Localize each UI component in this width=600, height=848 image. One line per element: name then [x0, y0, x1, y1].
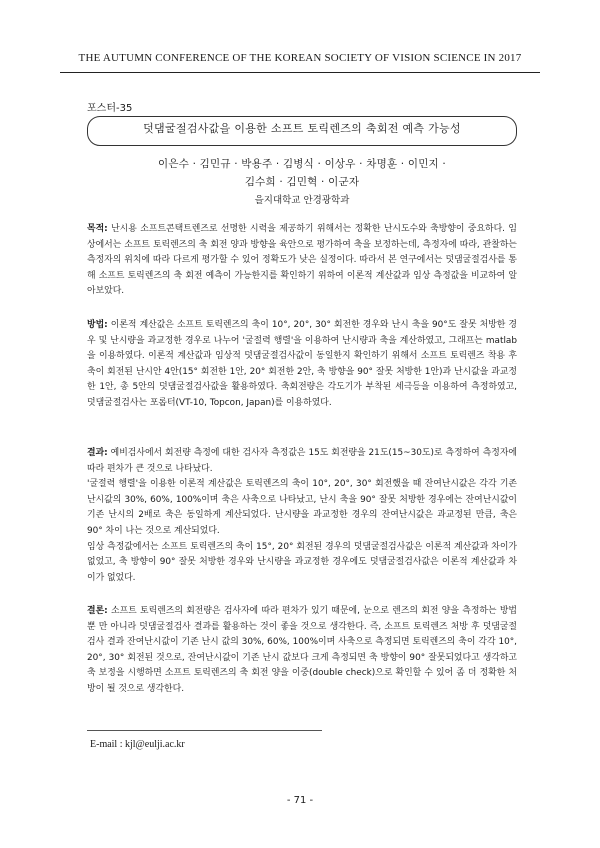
method-label: 방법: — [87, 320, 108, 330]
result-text-3: 임상 측정값에서는 소프트 토릭렌즈의 축이 15°, 20° 회전된 경우의 덧댐굴절검사값은 이론적 계산값과 차이가 없었고, 축 방향이 90° 잘못 처방한 경우와 난시량을 과교정한 경우에도 덧댐굴절검사값은 이론적 계산값과 차이가 없었다. — [87, 541, 517, 583]
paper-title: 덧댐굴절검사값을 이용한 소프트 토릭렌즈의 축회전 예측 가능성 — [143, 122, 461, 135]
affiliation: 을지대학교 안경광학과 — [254, 195, 350, 206]
conclusion-section — [87, 604, 517, 698]
conference-header: THE AUTUMN CONFERENCE OF THE KOREAN SOCIETY OF VISION SCIENCE IN 2017 — [78, 52, 522, 64]
method-section — [87, 318, 517, 412]
result-text-1: 예비검사에서 회전량 측정에 대한 검사자 측정값은 15도 회전량을 21도(15~30도)로 측정하여 측정자에 따라 편차가 큰 것으로 나타났다. — [87, 448, 517, 474]
conclusion-text: 소프트 토릭렌즈의 회전량은 검사자에 따라 편차가 있기 때문에, 눈으로 렌즈의 회전 양을 측정하는 방법 뿐 만 아니라 덧댐굴절검사 결과를 활용하는 것이 좋을 것으로 생각한다. 즉, 소프트 토릭렌즈 처방 후 덧댐굴절검사 결과 잔여난시값이 기존 난시 값의 30%, 60%, 100%이며 사축으로 측정되면 토릭렌즈의 축이 각각 10°, 20°, 30° 회전된 것으로, 잔여난시값이 기존 난시 값보다 크게 측정되면 축 방향이 90° 잘못되었다고 생각하고 축 보정을 시행하면 소프트 토릭렌즈의 축 회전 양을 이중(double check)으로 확인할 수 있어 좀 더 정확한 처방이 될 것으로 생각한다. — [87, 606, 517, 694]
purpose-label: 목적: — [87, 224, 108, 234]
page-number: - 71 - — [286, 795, 314, 806]
authors-line-1: 이은수 · 김민규 · 박용주 · 김병식 · 이상우 · 차명훈 · 이민지 · — [158, 158, 446, 170]
footnote-rule — [87, 730, 322, 731]
result-text-2: '굴절력 행렬'을 이용한 이론적 계산값은 토릭렌즈의 축이 10°, 20°, 30° 회전했을 때 잔여난시값은 각각 기존 난시값의 30%, 60%, 100%이며 축은 사축으로 나타났고, 난시 축을 90° 잘못 처방한 경우에는 잔여난시값이 기존 난시의 2배로 축은 동일하게 계산되었다. 난시량을 과교정한 경우의 잔여난시값은 과교정된 만큼, 축은 90° 차이 나는 것으로 계산되었다. — [87, 479, 517, 536]
header-rule — [60, 72, 540, 73]
poster-number: 포스터-35 — [87, 103, 133, 114]
result-label: 결과: — [87, 448, 108, 458]
purpose-text: 난시용 소프트콘택트렌즈로 선명한 시력을 제공하기 위해서는 정확한 난시도수와 축방향이 중요하다. 임상에서는 소프트 토릭렌즈의 축 회전 양과 방향을 육안으로 평가하여 축을 보정하는데, 측정자에 따라, 관찰하는 측정자의 위치에 따라 다르게 평가할 수 있어 정확도가 낮은 실정이다. 따라서 본 연구에서는 덧댐굴절검사를 통해 소프트 토릭렌즈의 축 회전 예측이 가능한지를 확인하기 위하여 이론적 계산값과 임상 측정값을 비교하여 알아보았다. — [87, 224, 517, 297]
method-text: 이론적 계산값은 소프트 토릭렌즈의 축이 10°, 20°, 30° 회전한 경우와 난시 축을 90°도 잘못 처방한 경우 및 난시량을 과교정한 경우로 나누어 '굴절력 행렬'을 이용하여 난시량과 축을 계산하였고, 그래프는 matlab을 이용하였다. 이론적 계산값과 임상적 덧댐굴절검사값이 동일한지 확인하기 위해서 소프트 토릭렌즈 착용 후 축이 회전된 난시안 4안(15° 회전한 1안, 20° 회전한 2안, 축 방향을 90° 잘못 처방한 1안)과 난시값을 과교정한 1안, 총 5안의 덧댐굴절검사값을 활용하였다. 축회전량은 각도기가 부착된 세극등을 이용하여 측정하였고, 덧댐굴절검사는 포롭터(VT-10, Topcon, Japan)를 이용하였다. — [87, 320, 517, 408]
result-section — [87, 446, 517, 586]
authors-line-2: 김수희 · 김민혁 · 이군자 — [244, 176, 360, 188]
conclusion-label: 결론: — [87, 606, 108, 616]
author-email: E-mail : kjl@eulji.ac.kr — [90, 739, 185, 750]
purpose-section — [87, 222, 517, 300]
